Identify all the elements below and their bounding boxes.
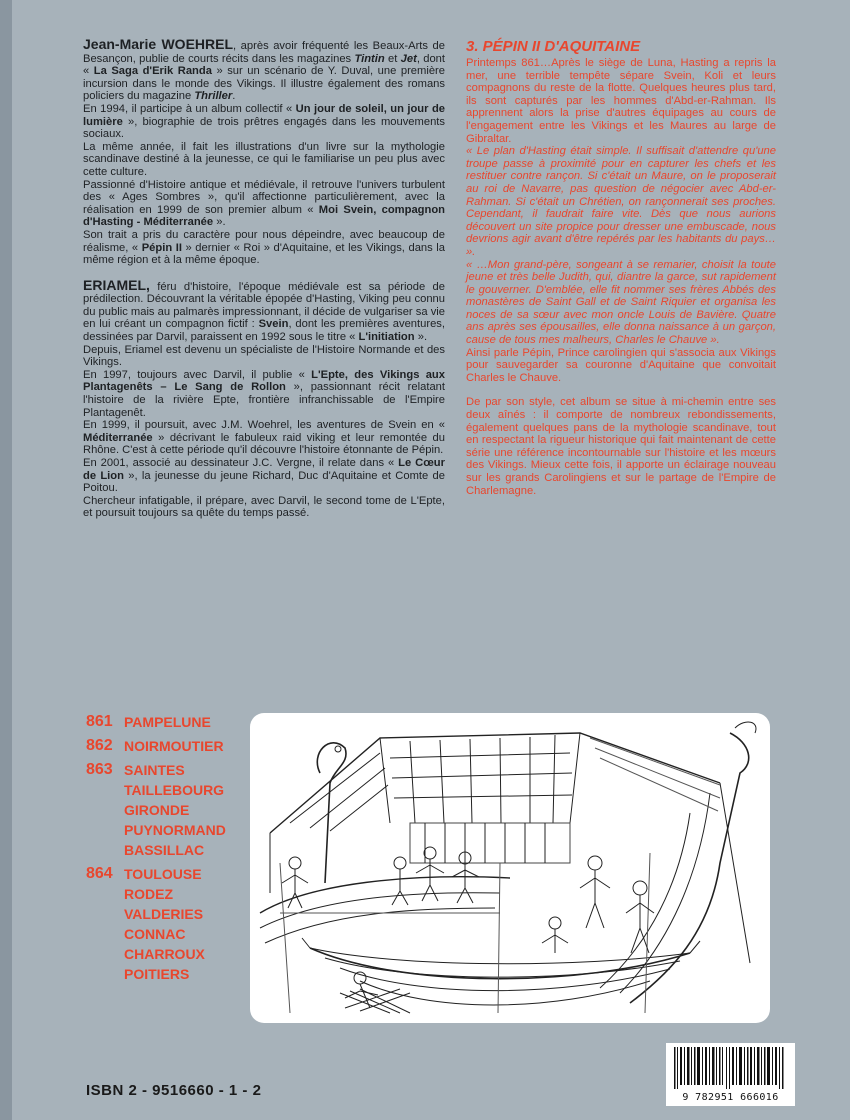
isbn: ISBN 2 - 9516660 - 1 - 2 xyxy=(86,1082,262,1099)
woehrel-paragraph-1 xyxy=(83,38,445,103)
synopsis-quote-1: « Le plan d'Hasting était simple. Il suffisait d'attendre qu'une troupe passe à proximité pour en capturer les chefs et les restituer contre rançon. Si c'était un Maure, on le proposerait au roi de Navarre, pas question de négocier avec Abd-er-Rahman. Si c'était un Chrétien, on rançonnerait ses proches. Cependant, il faudrait faire vite. Dès que nous aurions découvert un site propice pour dresser une embuscade, nous devrions agir avant d'être repérés par les habitants du pays… ». xyxy=(466,145,776,258)
place-names xyxy=(124,712,256,732)
place-name: POITIERS xyxy=(124,966,190,982)
place-names xyxy=(124,736,256,756)
text: ». xyxy=(213,216,226,229)
place-year: 864 xyxy=(86,865,113,882)
text: » sur un scénario de Y. Duval, une première incursion dans le monde des Vikings. Il illustre également des romans policiers du magazine xyxy=(83,65,445,103)
place-name: SAINTES xyxy=(124,762,185,778)
place-group xyxy=(86,760,256,860)
place-name: RODEZ xyxy=(124,886,173,902)
place-name: TAILLEBOURG xyxy=(124,782,225,798)
text: L'Epte, des Vikings aux Plantagenêts – Le Sang de Rollon xyxy=(83,368,445,394)
text: Svein xyxy=(258,318,289,331)
woehrel-paragraph-2 xyxy=(83,103,445,141)
line-drawing xyxy=(250,713,770,1023)
place-group xyxy=(86,736,256,756)
text: » décrivant le fabuleux raid viking et leur remontée du Rhône. C'est à cette période qu'il découvre l'histoire étonnante de Pépin. xyxy=(83,431,445,457)
text: En 1994, il participe à un album collectif « xyxy=(83,102,296,115)
place-name: PAMPELUNE xyxy=(124,714,211,730)
synopsis-quote-2: « …Mon grand-père, songeant à se remarier, choisit la toute jeune et très belle Judith, qui, diantre la garce, sut rapidement le gouverner. D'emblée, elle fit nommer ses frères Abbés des monastères de Saint Gall et de Saint Riquier et organisa les noces de sa sœur avec mon oncle Louis de Bavière. Quatre ans après ses épousailles, elle donna naissance à un garçon, cause de tous mes malheurs, Charles le Chauve ». xyxy=(466,258,776,347)
place-group xyxy=(86,712,256,732)
woehrel-name: Jean-Marie WOEHREL xyxy=(83,36,234,52)
place-group xyxy=(86,864,256,984)
eriamel-paragraph-5 xyxy=(83,457,445,495)
text: Passionné d'Histoire antique et médiévale, il retrouve l'univers turbulent des « Ages Sombres », qu'il affectionne particulièrement, avec la réalisation en 1999 de son premier album « xyxy=(83,178,445,216)
place-year: 862 xyxy=(86,737,113,754)
place-name: CHARROUX xyxy=(124,946,205,962)
text: , dont « xyxy=(83,52,445,78)
woehrel-paragraph-5 xyxy=(83,229,445,267)
place-year: 863 xyxy=(86,761,113,778)
barcode xyxy=(666,1043,795,1106)
place-names xyxy=(124,760,256,860)
text: », biographie de trois prêtres engagés dans les mouvements sociaux. xyxy=(83,115,445,141)
eriamel-name: ERIAMEL, xyxy=(83,276,150,293)
text: , dont les premières aventures, dessinées par Darvil, paraissent en 1992 sous le titre « xyxy=(83,318,445,344)
text: L'initiation xyxy=(358,331,415,344)
synopsis-column xyxy=(466,38,776,497)
text: Jet xyxy=(400,52,417,65)
text: », passionnant récit relatant l'histoire de la rivière Epte, frontière infranchissable de l'Empire Plantagenêt. xyxy=(83,381,445,419)
text: Le Cœur de Lion xyxy=(83,457,445,482)
place-name: BASSILLAC xyxy=(124,842,205,858)
eriamel-paragraph-3 xyxy=(83,369,445,419)
place-name: NOIRMOUTIER xyxy=(124,738,224,754)
place-year: 861 xyxy=(86,713,113,730)
text: En 1999, il poursuit, avec J.M. Woehrel, les aventures de Svein en « xyxy=(83,419,445,432)
text: Son trait a pris du caractère pour nous dépeindre, avec beaucoup de réalisme, « xyxy=(83,228,445,254)
cover-spine xyxy=(0,0,12,1120)
bars xyxy=(674,1047,784,1089)
place-name: PUYNORMAND xyxy=(124,822,226,838)
text: Méditerranée xyxy=(83,431,153,444)
place-name: CONNAC xyxy=(124,926,186,942)
text: Pépin II xyxy=(141,241,182,254)
text: ». xyxy=(414,331,428,344)
place-name: GIRONDE xyxy=(124,802,190,818)
synopsis-paragraph-2: Ainsi parle Pépin, Prince carolingien qui s'associa aux Vikings pour sauvegarder sa couronne d'Aquitaine que convoitait Charles le Chauve. xyxy=(466,346,776,384)
eriamel-paragraph-2: Depuis, Eriamel est devenu un spécialiste de l'Histoire Normande et des Vikings. xyxy=(83,343,445,369)
text: Moi Svein, compagnon d'Hasting - Méditerranée xyxy=(83,203,445,229)
text: Thriller xyxy=(194,90,233,103)
text: féru d'histoire, l'époque médiévale est sa période de prédilection. Découvrant la véritable épopée d'Hasting, Viking peu connu du public mais au palmarès impressionnant, il décide de vulgariser sa vie en lui créant un compagnon fictif : xyxy=(83,280,445,331)
place-name: VALDERIES xyxy=(124,906,204,922)
synopsis-paragraph-1: Printemps 861…Après le siège de Luna, Hasting a repris la mer, une terrible tempête sépare Svein, Koli et leurs compagnons du reste de la flotte. Quelques heures plus tard, ils sont capturés par les hommes d'Abd-er-Rahman. Ils apprennent alors la prise d'autres équipages au cours de l'engagement entre les Vikings et les Maures au large de Gibraltar. xyxy=(466,57,776,145)
text: », la jeunesse du jeune Richard, Duc d'Aquitaine et Comte de Poitou. xyxy=(83,469,445,495)
text: . xyxy=(232,90,236,103)
eriamel-paragraph-4 xyxy=(83,419,445,457)
woehrel-paragraph-4 xyxy=(83,179,445,229)
place-names xyxy=(124,864,256,984)
shipyard-illustration xyxy=(250,713,770,1023)
album-title: 3. PÉPIN II D'AQUITAINE xyxy=(466,38,641,55)
eriamel-paragraph-1 xyxy=(83,276,445,344)
barcode-bars xyxy=(666,1043,795,1091)
text: Tintin xyxy=(354,52,385,65)
text: La Saga d'Erik Randa xyxy=(93,65,212,78)
text: En 2001, associé au dessinateur J.C. Vergne, il relate dans « xyxy=(83,457,399,469)
authors-column xyxy=(83,38,445,520)
woehrel-paragraph-3: La même année, il fait les illustrations d'un livre sur la mythologie scandinave destiné à la jeunesse, ce qui le familiarise un peu plus avec cette culture. xyxy=(83,140,445,178)
barcode-number: 9 782951 666016 xyxy=(682,1092,779,1103)
text: et xyxy=(384,52,401,65)
text: En 1997, toujours avec Darvil, il publie « xyxy=(83,368,312,381)
synopsis-paragraph-3: De par son style, cet album se situe à mi-chemin entre ses deux aînés : il comporte de nombreux rebondissements, également quelques pans de la mythologie scandinave, tout en respectant la rigueur historique qui fait maintenant de cette série une référence incontournable sur l'histoire et les mœurs des Vikings. Mieux cette fois, il apporte un éclairage nouveau sur les grands Carolingiens et sur le partage de l'Empire de Charlemagne. xyxy=(466,396,776,497)
places-list xyxy=(86,712,256,988)
text: , après avoir fréquenté les Beaux-Arts de Besançon, publie de courts récits dans les magazines xyxy=(83,40,445,65)
text: Un jour de soleil, un jour de lumière xyxy=(83,102,445,128)
eriamel-paragraph-6: Chercheur infatigable, il prépare, avec Darvil, le second tome de L'Epte, et poursuit toujours sa quête du temps passé. xyxy=(83,494,445,520)
text: » dernier « Roi » d'Aquitaine, et les Vikings, dans la même région et à la même époque. xyxy=(83,241,445,267)
place-name: TOULOUSE xyxy=(124,866,202,882)
